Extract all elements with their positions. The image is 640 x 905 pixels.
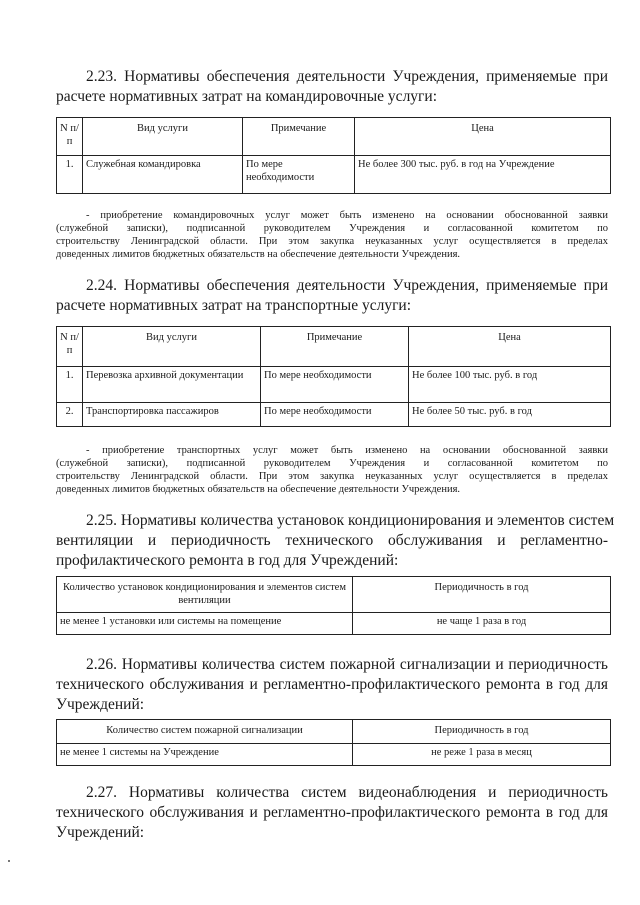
- table-2-26: [56, 719, 611, 766]
- table-header-row: [57, 327, 611, 367]
- col-number: N п/п: [57, 327, 83, 367]
- col-period: Периодичность в год: [353, 577, 611, 613]
- table-row: не менее 1 системы на Учреждение не реже 1 раза в месяц: [57, 744, 611, 766]
- col-number: N п/п: [57, 118, 83, 156]
- scan-speck: [8, 860, 10, 862]
- section-2-26-heading: 2.26. Нормативы количества систем пожарной сигнализации и периодичность технического обслуживания и регламентно-профилактического ремонта в год для Учреждений:: [56, 656, 608, 713]
- col-note: Примечание: [261, 327, 409, 367]
- table-row: не менее 1 установки или системы на помещение не чаще 1 раза в год: [57, 613, 611, 635]
- table-row: 2. Транспортировка пассажиров По мере необходимости Не более 50 тыс. руб. в год: [57, 403, 611, 427]
- table-header-row: [57, 118, 611, 156]
- section-2-24-note: - приобретение транспортных услуг может быть изменено на основании обоснованной заявки (служебной записки), подписанной руководителем Учреждения и согласованной комитетом по строительству Ленинградской области. При этом закупка неуказанных услуг осуществляется в пределах доведенных лимитов бюджетных обязательств на обеспечение деятельности Учреждения.: [56, 445, 608, 495]
- col-service: Вид услуги: [83, 327, 261, 367]
- section-2-23-heading: 2.23. Нормативы обеспечения деятельности Учреждения, применяемые при расчете нормативных затрат на командировочные услуги:: [56, 68, 608, 105]
- section-2-23-note: - приобретение командировочных услуг может быть изменено на основании обоснованной заявки (служебной записки), подписанной руководителем Учреждения и согласованной комитетом по строительству Ленинградской области. При этом закупка неуказанных услуг осуществляется в пределах доведенных лимитов бюджетных обязательств на обеспечение деятельности Учреждения.: [56, 210, 608, 260]
- col-quantity: Количество установок кондиционирования и элементов систем вентиляции: [57, 577, 353, 613]
- col-quantity: Количество систем пожарной сигнализации: [57, 720, 353, 744]
- table-row: 1. Служебная командировка По мере необходимости Не более 300 тыс. руб. в год на Учреждение: [57, 156, 611, 194]
- table-header-row: [57, 720, 611, 744]
- table-row: 1. Перевозка архивной документации По мере необходимости Не более 100 тыс. руб. в год: [57, 367, 611, 403]
- col-price: Цена: [409, 327, 611, 367]
- col-service: Вид услуги: [83, 118, 243, 156]
- section-2-25-heading: 2.25. Нормативы количества установок кондиционирования и элементов систем вентиляции и периодичность технического обслуживания и регламентно- профилактического ремонта в год для Учреждений:: [56, 512, 615, 569]
- table-header-row: [57, 577, 611, 613]
- table-2-23: [56, 117, 611, 194]
- col-price: Цена: [355, 118, 611, 156]
- col-note: Примечание: [243, 118, 355, 156]
- section-2-24-heading: 2.24. Нормативы обеспечения деятельности Учреждения, применяемые при расчете нормативных затрат на транспортные услуги:: [56, 277, 608, 314]
- section-2-27-heading: 2.27. Нормативы количества систем видеонаблюдения и периодичность технического обслуживания и регламентно-профилактического ремонта в год для Учреждений:: [56, 784, 608, 841]
- col-period: Периодичность в год: [353, 720, 611, 744]
- table-2-25: [56, 576, 611, 635]
- table-2-24: [56, 326, 611, 427]
